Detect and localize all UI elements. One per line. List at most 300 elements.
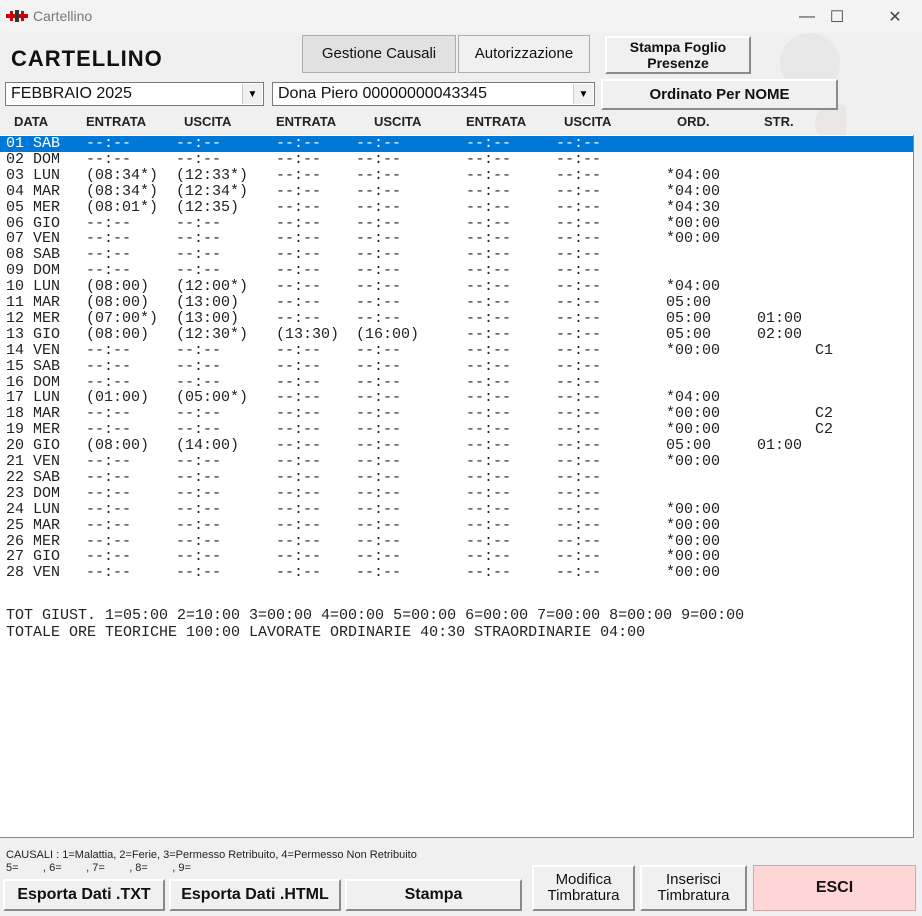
cell-uscita-2: --:-- bbox=[356, 453, 402, 470]
cell-entrata-1: --:-- bbox=[86, 357, 132, 375]
cell-day: 01 SAB bbox=[6, 135, 61, 152]
cell-ord: 05:00 bbox=[666, 325, 712, 343]
cell-uscita-2: --:-- bbox=[356, 294, 402, 311]
table-row[interactable] bbox=[0, 136, 913, 152]
gestione-causali-label: Gestione Causali bbox=[321, 45, 437, 62]
cell-entrata-1: (07:00*) bbox=[86, 309, 159, 327]
cell-str: 02:00 bbox=[757, 325, 803, 343]
inserisci-timbratura-label: Timbratura bbox=[657, 887, 730, 904]
cell-day: 25 MAR bbox=[6, 516, 61, 534]
cell-entrata-2: --:-- bbox=[276, 262, 322, 280]
modifica-timbratura-button[interactable] bbox=[532, 865, 635, 911]
cell-ord: *00:00 bbox=[666, 341, 721, 359]
cell-ord: *00:00 bbox=[666, 548, 721, 566]
column-header-uscita-1: USCITA bbox=[184, 114, 232, 129]
cell-uscita-1: --:-- bbox=[176, 453, 222, 470]
close-window-button[interactable] bbox=[872, 0, 918, 33]
esci-button[interactable] bbox=[753, 865, 916, 911]
cell-entrata-1: --:-- bbox=[86, 468, 132, 486]
cell-entrata-3: --:-- bbox=[466, 214, 512, 232]
cell-uscita-2: --:-- bbox=[356, 373, 402, 391]
cell-uscita-1: --:-- bbox=[176, 246, 222, 264]
employee-select-value: Dona Piero 00000000043345 bbox=[278, 85, 488, 102]
totals-giustificativi: TOT GIUST. 1=05:00 2=10:00 3=00:00 4=00:00 5=00:00 6=00:00 7=00:00 8=00:00 9=00:00 bbox=[6, 607, 745, 624]
cell-uscita-1: --:-- bbox=[176, 564, 222, 582]
cell-entrata-2: --:-- bbox=[276, 484, 322, 502]
cell-entrata-3: --:-- bbox=[466, 182, 512, 200]
cell-entrata-3: --:-- bbox=[466, 468, 512, 486]
maximize-button[interactable] bbox=[814, 0, 860, 33]
cell-day: 27 GIO bbox=[6, 548, 61, 566]
table-row[interactable] bbox=[0, 470, 913, 486]
cell-day: 09 DOM bbox=[6, 262, 61, 280]
cell-entrata-3: --:-- bbox=[466, 437, 512, 455]
cell-entrata-2: --:-- bbox=[276, 214, 322, 232]
export-html-label: Esporta Dati .HTML bbox=[181, 886, 329, 903]
table-row[interactable] bbox=[0, 231, 913, 247]
cell-uscita-3: --:-- bbox=[556, 500, 602, 518]
cell-entrata-1: (08:00) bbox=[86, 325, 150, 343]
cell-causale: C1 bbox=[815, 341, 834, 359]
cell-uscita-3: --:-- bbox=[556, 532, 602, 550]
window-titlebar bbox=[0, 0, 922, 33]
cell-day: 14 VEN bbox=[6, 341, 61, 359]
cell-uscita-1: --:-- bbox=[176, 516, 222, 534]
column-header-uscita-3: USCITA bbox=[564, 114, 612, 129]
table-row[interactable] bbox=[0, 311, 913, 327]
cell-uscita-2: --:-- bbox=[356, 484, 402, 502]
table-row[interactable] bbox=[0, 534, 913, 550]
column-header-entrata-1: ENTRATA bbox=[86, 114, 147, 129]
cell-ord: *00:00 bbox=[666, 453, 721, 470]
cell-entrata-3: --:-- bbox=[466, 150, 512, 168]
table-row[interactable] bbox=[0, 279, 913, 295]
cell-uscita-3: --:-- bbox=[556, 357, 602, 375]
table-row[interactable] bbox=[0, 438, 913, 454]
cell-entrata-2: --:-- bbox=[276, 389, 322, 407]
cell-entrata-3: --:-- bbox=[466, 294, 512, 311]
cell-entrata-1: --:-- bbox=[86, 516, 132, 534]
cell-entrata-3: --:-- bbox=[466, 373, 512, 391]
cell-entrata-2: --:-- bbox=[276, 135, 322, 152]
cell-entrata-3: --:-- bbox=[466, 278, 512, 296]
column-header-str: STR. bbox=[764, 114, 794, 129]
cell-ord: *00:00 bbox=[666, 500, 721, 518]
cell-entrata-1: --:-- bbox=[86, 262, 132, 280]
cell-entrata-2: --:-- bbox=[276, 182, 322, 200]
cell-entrata-2: --:-- bbox=[276, 246, 322, 264]
cell-uscita-3: --:-- bbox=[556, 484, 602, 502]
table-row[interactable] bbox=[0, 406, 913, 422]
cell-entrata-3: --:-- bbox=[466, 532, 512, 550]
cell-ord: 05:00 bbox=[666, 309, 712, 327]
cell-ord: 05:00 bbox=[666, 294, 712, 311]
cell-day: 02 DOM bbox=[6, 150, 61, 168]
chevron-down-icon[interactable]: ▼ bbox=[242, 84, 262, 104]
cell-uscita-1: --:-- bbox=[176, 468, 222, 486]
cell-entrata-3: --:-- bbox=[466, 246, 512, 264]
cell-entrata-2: --:-- bbox=[276, 278, 322, 296]
cell-uscita-1: (12:34*) bbox=[176, 182, 249, 200]
cell-uscita-3: --:-- bbox=[556, 548, 602, 566]
table-row[interactable] bbox=[0, 152, 913, 168]
cell-uscita-1: --:-- bbox=[176, 341, 222, 359]
cell-ord: 05:00 bbox=[666, 437, 712, 455]
cell-uscita-1: --:-- bbox=[176, 500, 222, 518]
table-row[interactable] bbox=[0, 565, 913, 581]
cell-uscita-2: --:-- bbox=[356, 230, 402, 248]
cell-uscita-3: --:-- bbox=[556, 135, 602, 152]
cell-day: 28 VEN bbox=[6, 564, 61, 582]
cell-uscita-2: --:-- bbox=[356, 198, 402, 216]
modifica-label: Modifica bbox=[555, 871, 612, 888]
cell-entrata-3: --:-- bbox=[466, 405, 512, 423]
table-row[interactable] bbox=[0, 184, 913, 200]
cell-entrata-2: --:-- bbox=[276, 548, 322, 566]
table-row[interactable] bbox=[0, 502, 913, 518]
cell-uscita-3: --:-- bbox=[556, 468, 602, 486]
cell-uscita-2: --:-- bbox=[356, 166, 402, 184]
cell-uscita-2: --:-- bbox=[356, 421, 402, 439]
cell-ord: *04:00 bbox=[666, 182, 721, 200]
cell-uscita-3: --:-- bbox=[556, 421, 602, 439]
cell-uscita-3: --:-- bbox=[556, 262, 602, 280]
cell-ord: *00:00 bbox=[666, 516, 721, 534]
cell-entrata-1: --:-- bbox=[86, 246, 132, 264]
table-row[interactable] bbox=[0, 327, 913, 343]
cell-uscita-3: --:-- bbox=[556, 309, 602, 327]
cell-entrata-1: --:-- bbox=[86, 564, 132, 582]
cell-entrata-3: --:-- bbox=[466, 548, 512, 566]
table-row[interactable] bbox=[0, 375, 913, 391]
cell-ord: *00:00 bbox=[666, 230, 721, 248]
cell-day: 19 MER bbox=[6, 421, 61, 439]
cell-uscita-2: --:-- bbox=[356, 405, 402, 423]
cell-entrata-2: --:-- bbox=[276, 309, 322, 327]
inserisci-timbratura-button[interactable] bbox=[640, 865, 747, 911]
cell-entrata-3: --:-- bbox=[466, 484, 512, 502]
table-row[interactable] bbox=[0, 549, 913, 565]
cell-uscita-1: --:-- bbox=[176, 214, 222, 232]
cell-uscita-1: --:-- bbox=[176, 484, 222, 502]
cell-day: 15 SAB bbox=[6, 357, 61, 375]
export-txt-button[interactable] bbox=[3, 879, 165, 911]
cell-uscita-1: --:-- bbox=[176, 230, 222, 248]
cell-entrata-1: --:-- bbox=[86, 500, 132, 518]
cell-uscita-2: --:-- bbox=[356, 262, 402, 280]
cell-day: 26 MER bbox=[6, 532, 61, 550]
cell-entrata-3: --:-- bbox=[466, 309, 512, 327]
gestione-causali-button[interactable] bbox=[302, 35, 456, 73]
cell-entrata-3: --:-- bbox=[466, 421, 512, 439]
cell-entrata-3: --:-- bbox=[466, 198, 512, 216]
cell-uscita-3: --:-- bbox=[556, 341, 602, 359]
timesheet-list[interactable] bbox=[0, 135, 914, 838]
cell-entrata-1: --:-- bbox=[86, 453, 132, 470]
cell-entrata-3: --:-- bbox=[466, 325, 512, 343]
cell-day: 04 MAR bbox=[6, 182, 61, 200]
chevron-down-icon[interactable]: ▼ bbox=[573, 84, 593, 104]
table-row[interactable] bbox=[0, 295, 913, 311]
cell-entrata-1: (08:00) bbox=[86, 278, 150, 296]
cell-entrata-1: --:-- bbox=[86, 373, 132, 391]
causali-legend: CAUSALI : 1=Malattia, 2=Ferie, 3=Permesso Retribuito, 4=Permesso Non Retribuito bbox=[6, 849, 417, 861]
cell-ord: *00:00 bbox=[666, 214, 721, 232]
cell-entrata-3: --:-- bbox=[466, 341, 512, 359]
cell-uscita-2: --:-- bbox=[356, 516, 402, 534]
cell-uscita-3: --:-- bbox=[556, 453, 602, 470]
cell-uscita-1: (13:00) bbox=[176, 294, 240, 311]
cell-entrata-1: --:-- bbox=[86, 484, 132, 502]
cell-uscita-2: --:-- bbox=[356, 564, 402, 582]
cell-uscita-1: --:-- bbox=[176, 150, 222, 168]
cell-entrata-2: --:-- bbox=[276, 532, 322, 550]
cell-entrata-1: --:-- bbox=[86, 532, 132, 550]
cell-uscita-1: --:-- bbox=[176, 421, 222, 439]
window-title: Cartellino bbox=[33, 8, 93, 24]
stampa-label: Stampa bbox=[404, 886, 463, 903]
cell-uscita-2: --:-- bbox=[356, 150, 402, 168]
cell-day: 08 SAB bbox=[6, 246, 61, 264]
cell-uscita-2: --:-- bbox=[356, 437, 402, 455]
cell-uscita-3: --:-- bbox=[556, 389, 602, 407]
table-row[interactable] bbox=[0, 486, 913, 502]
cell-entrata-2: --:-- bbox=[276, 357, 322, 375]
cell-uscita-2: --:-- bbox=[356, 135, 402, 152]
presenze-label: Presenze bbox=[647, 55, 709, 71]
cell-day: 12 MER bbox=[6, 309, 61, 327]
cell-uscita-1: --:-- bbox=[176, 262, 222, 280]
cell-uscita-1: (13:00) bbox=[176, 309, 240, 327]
cell-uscita-3: --:-- bbox=[556, 373, 602, 391]
cell-day: 20 GIO bbox=[6, 437, 61, 455]
table-row[interactable] bbox=[0, 359, 913, 375]
cell-uscita-3: --:-- bbox=[556, 214, 602, 232]
cell-entrata-1: --:-- bbox=[86, 421, 132, 439]
cell-entrata-2: --:-- bbox=[276, 468, 322, 486]
cell-uscita-2: (16:00) bbox=[356, 325, 420, 343]
cell-uscita-2: --:-- bbox=[356, 548, 402, 566]
cell-entrata-1: --:-- bbox=[86, 230, 132, 248]
cell-uscita-3: --:-- bbox=[556, 294, 602, 311]
column-header-entrata-2: ENTRATA bbox=[276, 114, 337, 129]
cell-entrata-2: --:-- bbox=[276, 516, 322, 534]
cell-entrata-3: --:-- bbox=[466, 135, 512, 152]
stampa-foglio-label: Stampa Foglio bbox=[629, 39, 727, 55]
minimize-icon: — bbox=[799, 7, 815, 25]
column-header-ord: ORD. bbox=[677, 114, 710, 129]
cell-entrata-3: --:-- bbox=[466, 357, 512, 375]
cell-entrata-3: --:-- bbox=[466, 516, 512, 534]
cell-entrata-2: --:-- bbox=[276, 230, 322, 248]
cell-uscita-1: --:-- bbox=[176, 532, 222, 550]
cell-entrata-2: --:-- bbox=[276, 500, 322, 518]
cell-day: 07 VEN bbox=[6, 230, 61, 248]
ordinato-per-nome-button[interactable] bbox=[601, 79, 838, 110]
cell-uscita-2: --:-- bbox=[356, 214, 402, 232]
cell-entrata-3: --:-- bbox=[466, 389, 512, 407]
cell-entrata-3: --:-- bbox=[466, 230, 512, 248]
cell-uscita-3: --:-- bbox=[556, 325, 602, 343]
cell-uscita-3: --:-- bbox=[556, 166, 602, 184]
table-row[interactable] bbox=[0, 518, 913, 534]
cell-entrata-1: --:-- bbox=[86, 405, 132, 423]
cell-entrata-2: --:-- bbox=[276, 198, 322, 216]
cell-ord: *00:00 bbox=[666, 532, 721, 550]
cell-entrata-3: --:-- bbox=[466, 453, 512, 470]
cell-uscita-2: --:-- bbox=[356, 389, 402, 407]
cell-entrata-1: (08:34*) bbox=[86, 182, 159, 200]
cell-entrata-2: --:-- bbox=[276, 421, 322, 439]
cell-uscita-2: --:-- bbox=[356, 357, 402, 375]
table-row[interactable] bbox=[0, 422, 913, 438]
cell-uscita-3: --:-- bbox=[556, 516, 602, 534]
cell-day: 21 VEN bbox=[6, 453, 61, 470]
export-html-button[interactable] bbox=[169, 879, 341, 911]
cell-entrata-2: --:-- bbox=[276, 405, 322, 423]
cell-uscita-1: (12:33*) bbox=[176, 166, 249, 184]
cell-day: 22 SAB bbox=[6, 468, 61, 486]
inserisci-label: Inserisci bbox=[665, 871, 721, 888]
maximize-icon: ☐ bbox=[829, 8, 845, 26]
cell-day: 16 DOM bbox=[6, 373, 61, 391]
cell-entrata-1: --:-- bbox=[86, 548, 132, 566]
cell-causale: C2 bbox=[815, 405, 834, 423]
table-row[interactable] bbox=[0, 247, 913, 263]
cell-uscita-1: (12:00*) bbox=[176, 278, 249, 296]
cell-uscita-1: (12:30*) bbox=[176, 325, 249, 343]
cell-day: 11 MAR bbox=[6, 294, 61, 311]
cell-entrata-2: (13:30) bbox=[276, 325, 340, 343]
cell-str: 01:00 bbox=[757, 309, 803, 327]
cell-uscita-2: --:-- bbox=[356, 246, 402, 264]
column-header-data: DATA bbox=[14, 114, 49, 129]
column-header-uscita-2: USCITA bbox=[374, 114, 422, 129]
cell-entrata-1: (01:00) bbox=[86, 389, 150, 407]
cell-ord: *04:30 bbox=[666, 198, 721, 216]
cell-uscita-1: --:-- bbox=[176, 357, 222, 375]
cell-uscita-2: --:-- bbox=[356, 468, 402, 486]
cell-entrata-1: --:-- bbox=[86, 150, 132, 168]
table-row[interactable] bbox=[0, 200, 913, 216]
cell-entrata-1: --:-- bbox=[86, 214, 132, 232]
cell-uscita-2: --:-- bbox=[356, 278, 402, 296]
cell-uscita-1: --:-- bbox=[176, 405, 222, 423]
cell-day: 13 GIO bbox=[6, 325, 61, 343]
month-select[interactable] bbox=[5, 82, 264, 106]
autorizzazione-button[interactable] bbox=[458, 35, 590, 73]
stampa-button[interactable] bbox=[345, 879, 522, 911]
employee-select[interactable] bbox=[272, 82, 595, 106]
cell-uscita-1: (14:00) bbox=[176, 437, 240, 455]
totals-ore: TOTALE ORE TEORICHE 100:00 LAVORATE ORDINARIE 40:30 STRAORDINARIE 04:00 bbox=[6, 624, 646, 641]
cell-ord: *00:00 bbox=[666, 564, 721, 582]
table-row[interactable] bbox=[0, 390, 913, 406]
cell-ord: *00:00 bbox=[666, 405, 721, 423]
stampa-foglio-presenze-button[interactable] bbox=[605, 36, 751, 74]
cell-uscita-3: --:-- bbox=[556, 564, 602, 582]
table-row[interactable] bbox=[0, 343, 913, 359]
cell-uscita-3: --:-- bbox=[556, 405, 602, 423]
column-header-entrata-3: ENTRATA bbox=[466, 114, 527, 129]
page-title: CARTELLINO bbox=[11, 46, 163, 71]
cell-uscita-2: --:-- bbox=[356, 500, 402, 518]
cell-entrata-1: (08:00) bbox=[86, 437, 150, 455]
cell-uscita-2: --:-- bbox=[356, 309, 402, 327]
cell-uscita-3: --:-- bbox=[556, 437, 602, 455]
cell-uscita-1: --:-- bbox=[176, 548, 222, 566]
cell-uscita-1: (05:00*) bbox=[176, 389, 249, 407]
cell-day: 18 MAR bbox=[6, 405, 61, 423]
cell-day: 05 MER bbox=[6, 198, 61, 216]
cell-entrata-2: --:-- bbox=[276, 150, 322, 168]
cell-entrata-2: --:-- bbox=[276, 564, 322, 582]
cell-uscita-1: --:-- bbox=[176, 135, 222, 152]
cell-day: 10 LUN bbox=[6, 278, 61, 296]
cell-entrata-1: (08:00) bbox=[86, 294, 150, 311]
cell-str: 01:00 bbox=[757, 437, 803, 455]
cell-entrata-1: --:-- bbox=[86, 135, 132, 152]
cell-uscita-3: --:-- bbox=[556, 278, 602, 296]
cell-entrata-1: (08:01*) bbox=[86, 198, 159, 216]
cell-entrata-3: --:-- bbox=[466, 262, 512, 280]
esci-label: ESCI bbox=[815, 879, 854, 896]
table-row[interactable] bbox=[0, 168, 913, 184]
cell-uscita-1: (12:35) bbox=[176, 198, 240, 216]
autorizzazione-label: Autorizzazione bbox=[474, 45, 574, 62]
cell-entrata-1: (08:34*) bbox=[86, 166, 159, 184]
table-row[interactable] bbox=[0, 216, 913, 232]
cell-entrata-3: --:-- bbox=[466, 500, 512, 518]
cell-entrata-2: --:-- bbox=[276, 166, 322, 184]
close-icon: ✕ bbox=[888, 8, 902, 26]
cell-day: 03 LUN bbox=[6, 166, 61, 184]
cell-ord: *04:00 bbox=[666, 389, 721, 407]
cell-ord: *04:00 bbox=[666, 278, 721, 296]
cell-uscita-1: --:-- bbox=[176, 373, 222, 391]
cell-entrata-2: --:-- bbox=[276, 437, 322, 455]
cell-ord: *00:00 bbox=[666, 421, 721, 439]
cell-day: 24 LUN bbox=[6, 500, 61, 518]
cell-entrata-3: --:-- bbox=[466, 564, 512, 582]
cell-uscita-2: --:-- bbox=[356, 182, 402, 200]
cell-day: 17 LUN bbox=[6, 389, 61, 407]
cell-causale: C2 bbox=[815, 421, 834, 439]
table-row[interactable] bbox=[0, 263, 913, 279]
cell-uscita-3: --:-- bbox=[556, 198, 602, 216]
causali-legend-extra: 5= , 6= , 7= , 8= , 9= bbox=[6, 862, 191, 874]
cell-entrata-1: --:-- bbox=[86, 341, 132, 359]
cell-uscita-3: --:-- bbox=[556, 150, 602, 168]
cell-entrata-2: --:-- bbox=[276, 341, 322, 359]
cell-entrata-2: --:-- bbox=[276, 453, 322, 470]
app-logo-icon bbox=[6, 10, 28, 22]
cell-uscita-2: --:-- bbox=[356, 532, 402, 550]
cell-entrata-2: --:-- bbox=[276, 373, 322, 391]
cell-uscita-3: --:-- bbox=[556, 230, 602, 248]
cell-uscita-2: --:-- bbox=[356, 341, 402, 359]
cell-day: 06 GIO bbox=[6, 214, 61, 232]
cell-uscita-3: --:-- bbox=[556, 182, 602, 200]
cell-entrata-3: --:-- bbox=[466, 166, 512, 184]
export-txt-label: Esporta Dati .TXT bbox=[17, 886, 151, 903]
cell-ord: *04:00 bbox=[666, 166, 721, 184]
month-select-value: FEBBRAIO 2025 bbox=[11, 85, 132, 102]
ordinato-label: Ordinato Per NOME bbox=[649, 85, 790, 103]
cell-day: 23 DOM bbox=[6, 484, 61, 502]
cell-uscita-3: --:-- bbox=[556, 246, 602, 264]
table-row[interactable] bbox=[0, 454, 913, 470]
